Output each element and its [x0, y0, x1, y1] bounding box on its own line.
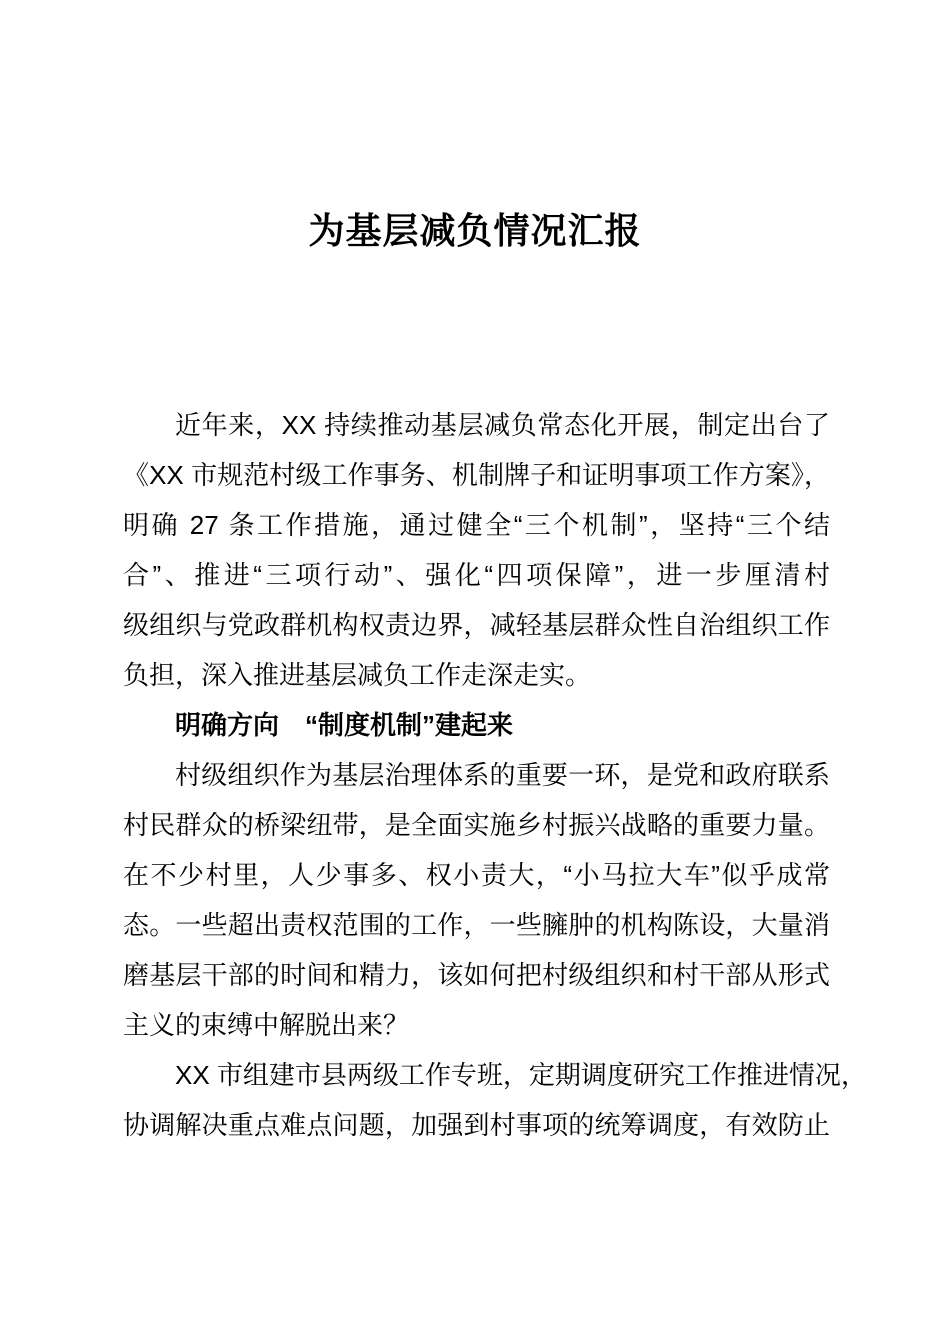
- text-line: 态。一些超出责权范围的工作，一些臃肿的机构陈设，大量消: [123, 910, 830, 940]
- text-line: 合”、推进“三项行动”、强化“四项保障”，进一步厘清村: [123, 560, 830, 590]
- document-title: 为基层减负情况汇报: [308, 210, 642, 251]
- document-body: [123, 400, 867, 1150]
- text-line: 村级组织作为基层治理体系的重要一环，是党和政府联系: [175, 760, 830, 790]
- text-line: 明确方向 “制度机制”建起来: [175, 710, 514, 740]
- section-heading: [123, 700, 830, 750]
- paragraph: [123, 1050, 867, 1150]
- text-line: 在不少村里，人少事多、权小责大，“小马拉大车”似乎成常: [123, 860, 830, 890]
- text-line: 明确 27 条工作措施，通过健全“三个机制”，坚持“三个结: [123, 510, 830, 540]
- text-line: 《XX 市规范村级工作事务、机制牌子和证明事项工作方案》，: [123, 460, 830, 490]
- text-line: 级组织与党政群机构权责边界，减轻基层群众性自治组织工作: [123, 610, 830, 640]
- text-line: 协调解决重点难点问题，加强到村事项的统筹调度，有效防止: [123, 1110, 830, 1140]
- text-line: XX 市组建市县两级工作专班，定期调度研究工作推进情况，: [175, 1060, 867, 1090]
- text-line: 负担，深入推进基层减负工作走深走实。: [123, 660, 592, 690]
- text-line: 近年来，XX 持续推动基层减负常态化开展，制定出台了: [175, 410, 830, 440]
- text-line: 磨基层干部的时间和精力，该如何把村级组织和村干部从形式: [123, 960, 830, 990]
- paragraph: [123, 750, 830, 1050]
- text-line: 村民群众的桥梁纽带，是全面实施乡村振兴战略的重要力量。: [123, 810, 830, 840]
- text-line: 主义的束缚中解脱出来？: [123, 1010, 410, 1040]
- paragraph: [123, 400, 830, 700]
